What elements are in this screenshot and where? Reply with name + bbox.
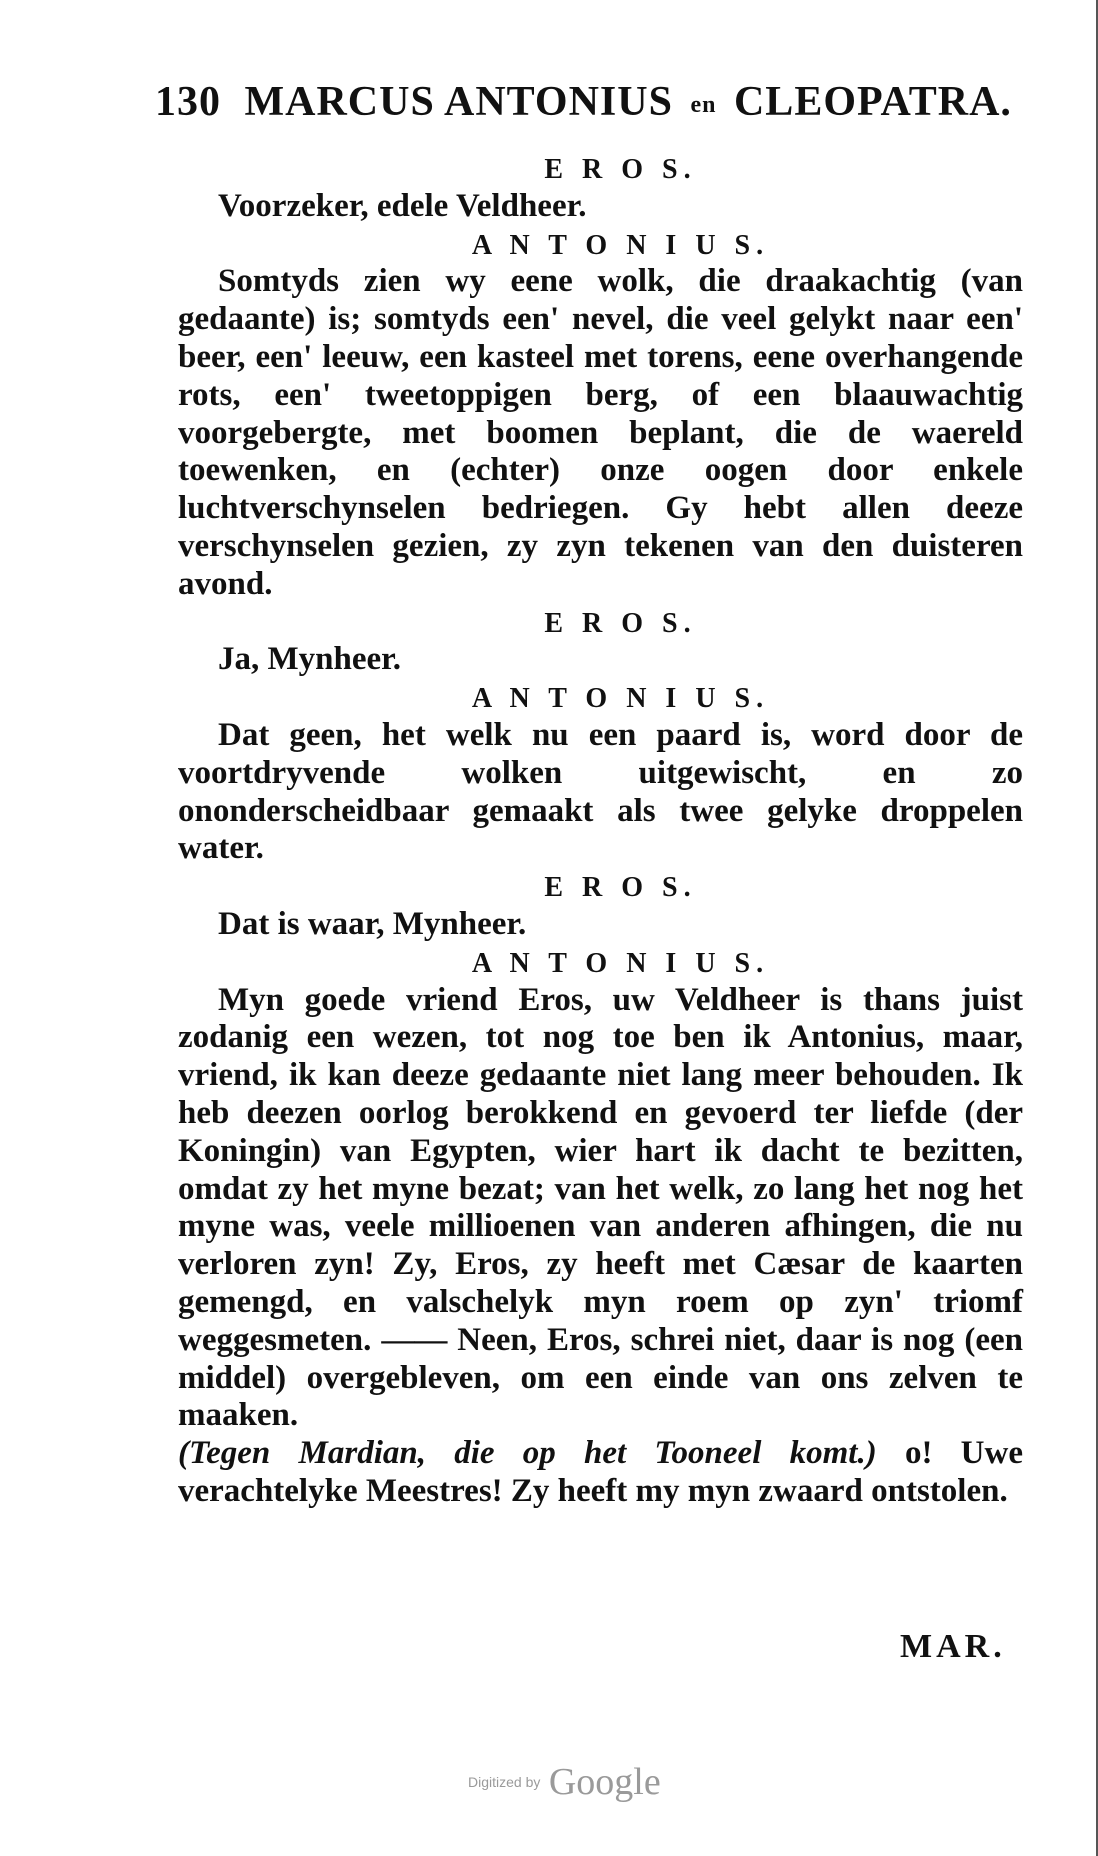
speaker-label: E R O S.	[544, 154, 697, 185]
digitization-watermark	[468, 1760, 661, 1804]
watermark-prefix: Digitized by	[468, 1774, 541, 1790]
speech-paragraph: Dat is waar, Mynheer.	[218, 905, 527, 942]
header-conjunction: en	[690, 91, 717, 118]
speaker-label: E R O S.	[544, 872, 697, 904]
page-number: 130	[155, 79, 221, 125]
speech-paragraph-continued	[178, 1435, 1023, 1511]
speech-paragraph: Myn goede vriend Eros, uw Veldheer is thans juist zodanig een wezen, tot nog toe ben ik Antonius, maar, vriend, ik kan deeze gedaante niet lang meer behouden. Ik heb deezen oorlog berokkend en gevoerd ter liefde (der Koningin) van Egypten, wier hart ik dacht te bezitten, omdat zy het myne bezat; van het welk, zo lang het nog het myne was, veele millioenen van anderen afhingen, die nu verloren zyn! Zy, Eros, zy heeft met Cæsar de kaarten gemengd, en valschelyk myn roem op zyn' triomf weggesmeten. ―― Neen, Eros, schrei niet, daar is nog (een middel) overgebleven, om een einde van ons zelven te maaken.	[178, 981, 1023, 1434]
speaker-label: A N T O N I U S.	[471, 229, 770, 261]
speech-continuation: o! Uwe verachtelyke Meestres! Zy heeft my myn zwaard ontstolen.	[178, 1435, 1023, 1509]
speech-paragraph: Voorzeker, edele Veldheer.	[218, 187, 587, 224]
stage-direction: (Tegen Mardian, die op het Tooneel komt.)	[178, 1435, 877, 1472]
speaker-label: E R O S.	[544, 607, 697, 639]
catchword: MAR.	[900, 1628, 1006, 1665]
speaker-label: A N T O N I U S.	[471, 683, 770, 715]
speaker-label: A N T O N I U S.	[471, 947, 770, 979]
speech-paragraph: Dat geen, het welk nu een paard is, word door de voortdryvende wolken uitgewischt, en zo ononderscheidbaar gemaakt als twee gelyke droppelen water.	[178, 716, 1023, 867]
body-text	[178, 150, 1023, 1511]
header-title-right: CLEOPATRA.	[733, 79, 1012, 125]
watermark-brand: Google	[548, 1761, 661, 1803]
header-title-left: MARCUS ANTONIUS	[244, 79, 673, 125]
speech-paragraph: Ja, Mynheer.	[218, 641, 402, 678]
running-header	[155, 78, 1015, 126]
speech-paragraph: Somtyds zien wy eene wolk, die draakachtig (van gedaante) is; somtyds een' nevel, die veel gelykt naar een' beer, een' leeuw, een kasteel met torens, eene overhangende rots, een' tweetoppigen berg, of een blaauwachtig voorgebergte, met boomen beplant, die de waereld toewenken, en (echter) onze oogen door enkele luchtverschynselen bedriegen. Gy hebt allen deeze verschynselen gezien, zy zyn tekenen van den duisteren avond.	[178, 263, 1023, 602]
